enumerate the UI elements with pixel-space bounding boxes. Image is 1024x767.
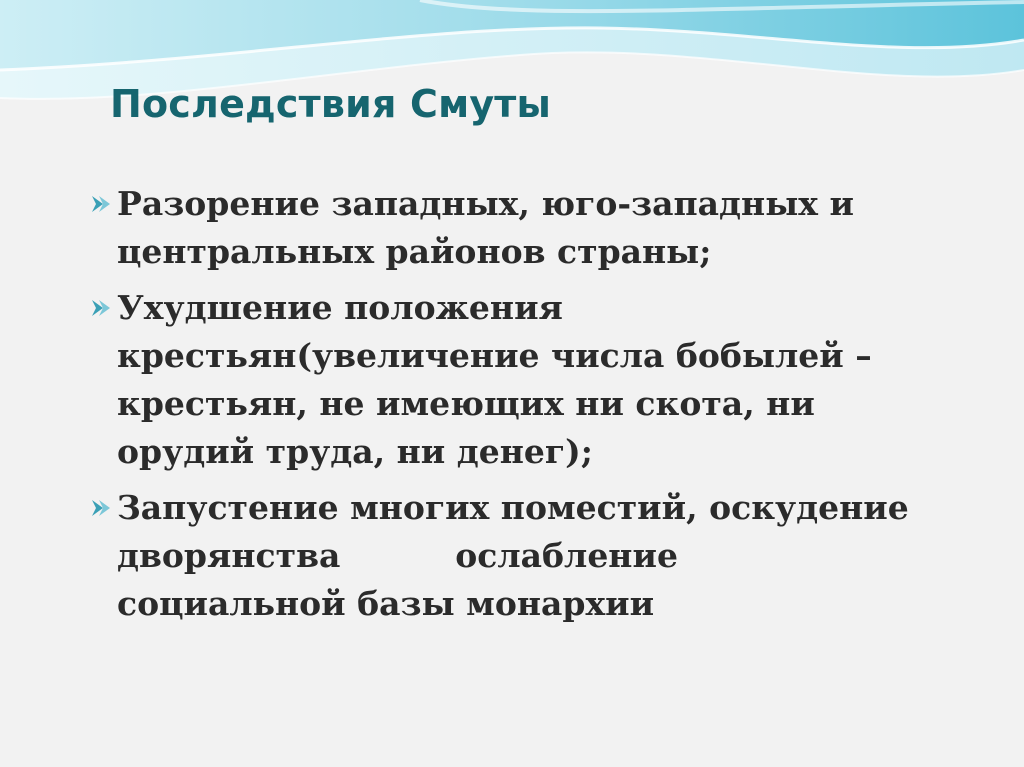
bullet-item [90, 284, 1000, 476]
arrow-chevron-icon [90, 498, 114, 518]
bullet-line: крестьян(увеличение числа бобылей – [117, 336, 872, 375]
bullet-line: орудий труда, ни денег); [117, 432, 593, 471]
bullet-item [90, 484, 1000, 628]
bullet-line: Ухудшение положения [117, 288, 563, 327]
bullet-line: социальной базы монархии [117, 584, 655, 623]
arrow-chevron-icon [90, 194, 114, 214]
arrow-chevron-icon [90, 298, 114, 318]
bullet-line: Запустение многих поместий, оскудение [117, 488, 909, 527]
bullet-item [90, 180, 1000, 276]
bullet-line: дворянства ослабление [117, 536, 678, 575]
slide-title: Последствия Смуты [110, 82, 552, 126]
bullet-line: центральных районов страны; [117, 232, 712, 271]
bullet-line: крестьян, не имеющих ни скота, ни [117, 384, 815, 423]
bullet-list [90, 180, 1000, 636]
bullet-line: Разорение западных, юго-западных и [117, 184, 854, 223]
